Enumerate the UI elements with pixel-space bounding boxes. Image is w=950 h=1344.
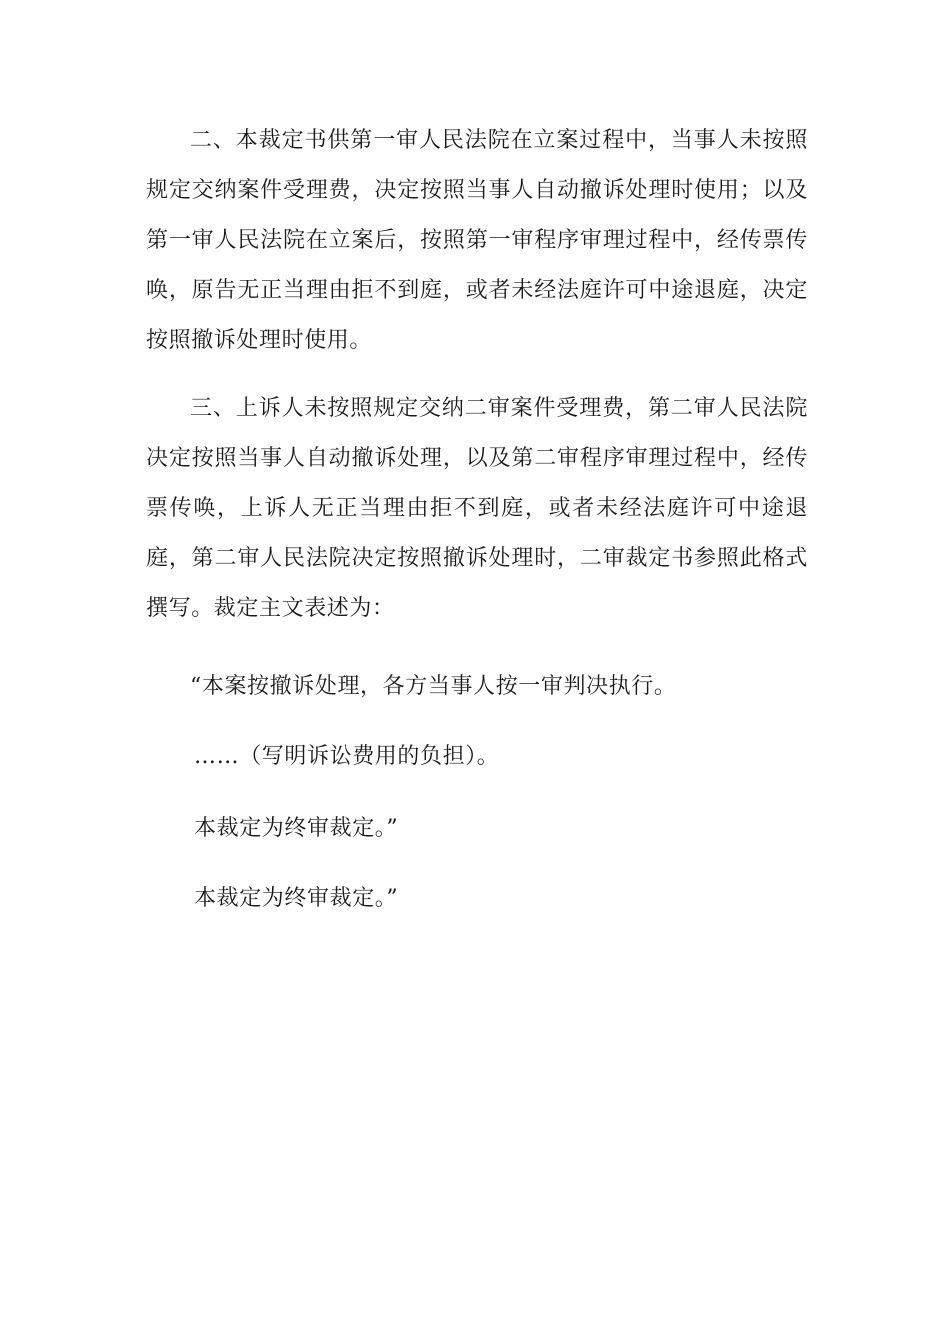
paragraph-section-three: 三、上诉人未按照规定交纳二审案件受理费，第二审人民法院决定按照当事人自动撤诉处理，以及第二审程序审理过程中，经传票传唤，上诉人无正当理由拒不到庭，或者未经法庭许可中途退庭，第二审人民法院决定按照撤诉处理时，二审裁定书参照此格式撰写。裁定主文表述为：: [146, 396, 808, 621]
quote-line-final-repeat: 本裁定为终审裁定。”: [194, 886, 399, 911]
quote-line-final: 本裁定为终审裁定。”: [194, 816, 399, 841]
quote-line-costs: ……（写明诉讼费用的负担）。: [194, 744, 500, 769]
paragraph-section-two: 二、本裁定书供第一审人民法院在立案过程中，当事人未按照规定交纳案件受理费，决定按照当事人自动撤诉处理时使用；以及第一审人民法院在立案后，按照第一审程序审理过程中，经传票传唤，原告无正当理由拒不到庭，或者未经法庭许可中途退庭，决定按照撤诉处理时使用。: [146, 128, 808, 353]
quote-line-ruling: “本案按撤诉处理，各方当事人按一审判决执行。: [190, 674, 677, 699]
